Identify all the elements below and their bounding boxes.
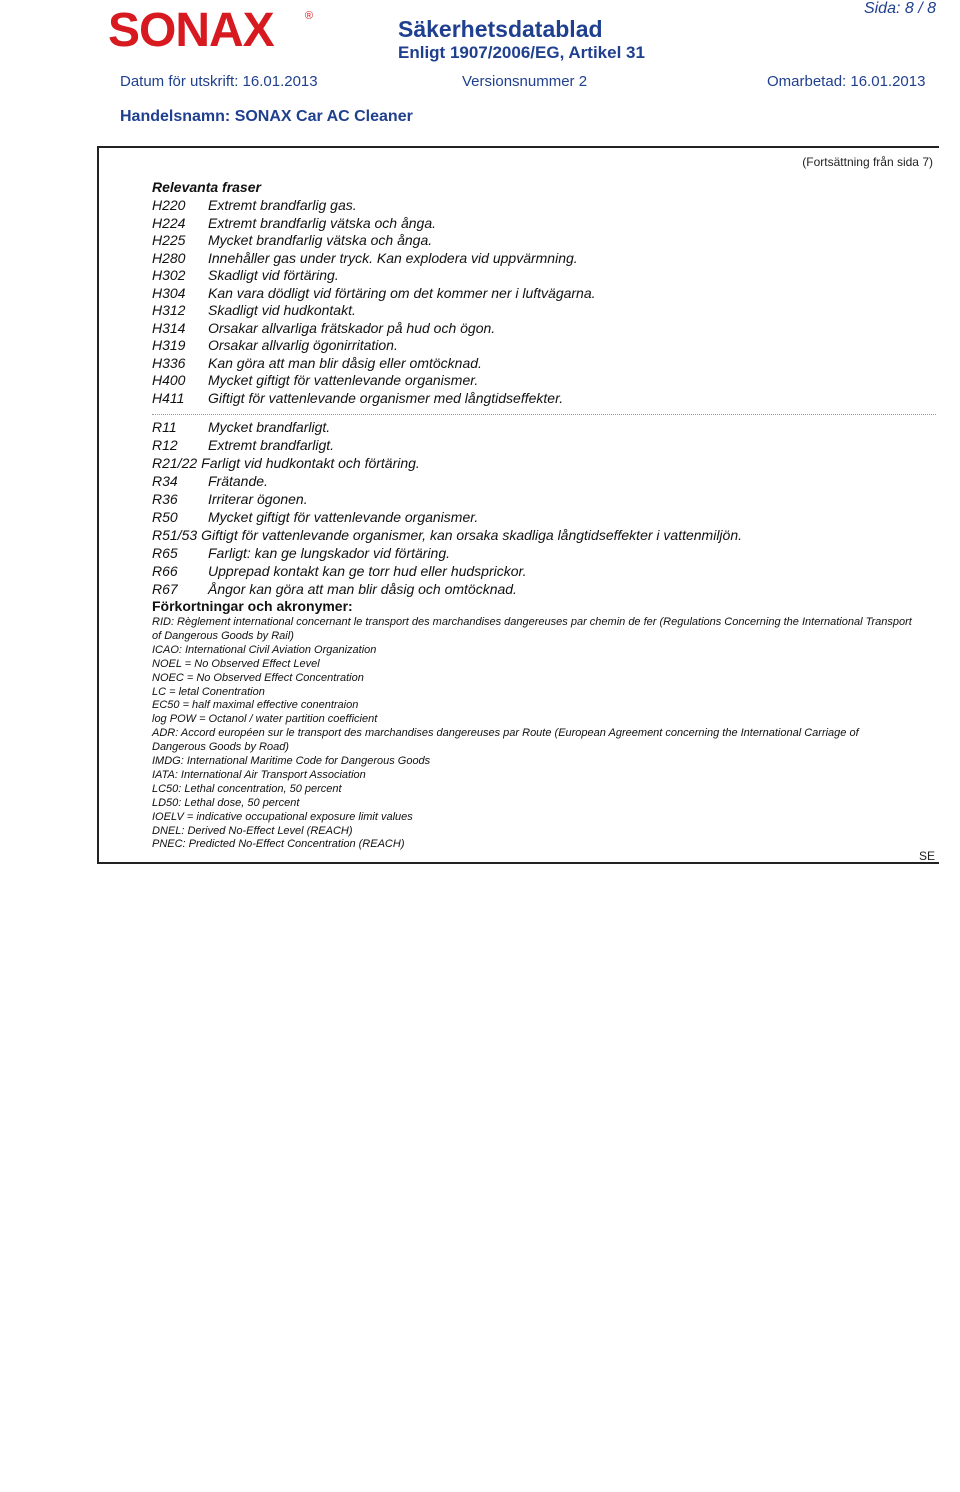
phrase-code: H304 (152, 284, 186, 301)
phrase-code: H336 (152, 354, 186, 371)
phrase-text: Farligt: kan ge lungskador vid förtäring. (208, 545, 451, 561)
phrase-text: Extremt brandfarligt. (208, 437, 335, 453)
abbreviation-item: log POW = Octanol / water partition coefficient (152, 713, 378, 726)
phrase-code: R12 (152, 437, 178, 453)
phrase-code: R50 (152, 509, 178, 525)
phrase-text: Mycket brandfarligt. (208, 419, 331, 435)
abbreviation-item: LC = letal Conentration (152, 685, 265, 698)
phrase-text: Extremt brandfarlig gas. (208, 197, 357, 213)
phrase-row (152, 473, 268, 490)
abbreviation-item: IMDG: International Maritime Code for Dangerous Goods (152, 755, 431, 767)
phrase-row (152, 285, 596, 302)
phrase-text: Mycket giftigt för vattenlevande organismer. (208, 509, 479, 525)
phrase-row (152, 527, 742, 544)
phrase-text: Kan göra att man blir dåsig eller omtöcknad. (208, 354, 482, 371)
phrase-row (152, 419, 330, 436)
phrase-row (152, 390, 563, 407)
phrase-code: R34 (152, 473, 178, 489)
abbreviation-item: IATA: International Air Transport Association (152, 768, 366, 781)
phrase-row (152, 302, 356, 319)
section-content (97, 146, 939, 864)
phrase-text: Farligt vid hudkontakt och förtäring. (201, 455, 420, 471)
phrase-code: R21/22 (152, 455, 198, 471)
phrase-code: H220 (152, 197, 186, 213)
country-code: SE (918, 849, 935, 863)
trade-name: Handelsnamn: SONAX Car AC Cleaner (120, 108, 413, 125)
phrase-code: R11 (152, 419, 177, 435)
phrase-text: Giftigt för vattenlevande organismer, kan orsaka skadliga långtidseffekter i vattenmiljön. (201, 527, 742, 543)
print-date: Datum för utskrift: 16.01.2013 (120, 73, 318, 90)
phrase-row (152, 215, 436, 232)
abbreviation-item: NOEL = No Observed Effect Level (152, 657, 320, 670)
phrase-row (152, 491, 308, 508)
phrase-text: Kan vara dödligt vid förtäring om det kommer ner i luftvägarna. (208, 284, 596, 301)
phrase-row (152, 337, 398, 354)
phrase-text: Innehåller gas under tryck. Kan explodera vid uppvärmning. (208, 249, 578, 266)
abbreviation-item: EC50 = half maximal effective conentraion (152, 699, 359, 712)
phrase-code: R51/53 (152, 527, 198, 543)
document-subtitle: Enligt 1907/2006/EG, Artikel 31 (398, 43, 645, 62)
phrase-text: Upprepad kontakt kan ge torr hud eller hudsprickor. (208, 563, 527, 579)
abbreviation-item: IOELV = indicative occupational exposure limit values (152, 810, 413, 823)
phrase-row (152, 197, 357, 214)
registered-mark: ® (304, 10, 313, 22)
phrase-row (152, 437, 334, 454)
phrase-row (152, 509, 478, 526)
page-number: Sida: 8 / 8 (863, 0, 936, 17)
phrase-text: Orsakar allvarlig ögonirritation. (208, 337, 398, 353)
phrase-text: Mycket brandfarlig vätska och ånga. (208, 232, 433, 248)
phrase-code: H319 (152, 337, 186, 353)
divider (152, 414, 936, 415)
phrase-text: Mycket giftigt för vattenlevande organismer. (208, 372, 479, 388)
phrase-row (152, 250, 578, 267)
phrase-code: H312 (152, 302, 186, 318)
version-number: Versionsnummer 2 (462, 73, 588, 90)
phrase-code: H224 (152, 214, 186, 231)
phrase-code: H280 (152, 249, 186, 266)
phrase-row (152, 581, 517, 598)
phrase-row (152, 563, 527, 580)
phrase-code: H411 (152, 389, 185, 406)
phrase-code: R36 (152, 491, 178, 507)
abbreviation-item: LC50: Lethal concentration, 50 percent (152, 782, 342, 795)
document-title: Säkerhetsdatablad (398, 16, 603, 42)
phrase-text: Ångor kan göra att man blir dåsig och omtöcknad. (208, 581, 517, 597)
abbreviation-item: ADR: Accord européen sur le transport des marchandises dangereuses par Route (European Agreement concerning the International Carriage of Dangerous Goods by Road) (152, 727, 859, 754)
phrase-text: Extremt brandfarlig vätska och ånga. (208, 214, 437, 231)
sonax-logo (108, 4, 313, 58)
phrase-row (152, 372, 478, 389)
phrase-row (152, 455, 420, 472)
phrase-code: H400 (152, 372, 186, 388)
phrase-code: H314 (152, 319, 186, 336)
revised-date: Omarbetad: 16.01.2013 (767, 73, 926, 90)
abbreviation-item: LD50: Lethal dose, 50 percent (152, 796, 300, 809)
phrase-row (152, 355, 482, 372)
abbreviation-item: RID: Règlement international concernant le transport des marchandises dangereuses par chemin de fer (Regulations Concerning the International Transport of Dangerous Goods by Rail) (152, 616, 912, 642)
document-header (0, 0, 960, 140)
phrase-text: Frätande. (208, 473, 268, 489)
phrase-code: R67 (152, 581, 178, 597)
abbreviations-heading: Förkortningar och akronymer: (152, 598, 353, 614)
phrase-row (152, 320, 495, 337)
phrase-code: R66 (152, 563, 178, 579)
phrase-text: Skadligt vid förtäring. (208, 267, 339, 283)
phrase-code: R65 (152, 545, 178, 561)
phrase-code: H225 (152, 232, 186, 248)
phrase-text: Irriterar ögonen. (208, 491, 308, 507)
phrase-row (152, 267, 339, 284)
relevant-phrases-heading: Relevanta fraser (152, 179, 261, 195)
phrase-text: Skadligt vid hudkontakt. (208, 302, 356, 318)
phrase-text: Orsakar allvarliga frätskador på hud och ögon. (208, 319, 496, 336)
phrase-text: Giftigt för vattenlevande organismer med långtidseffekter. (208, 389, 564, 406)
logo-text: SONAX (108, 4, 274, 57)
abbreviation-item: PNEC: Predicted No-Effect Concentration (REACH) (152, 838, 405, 851)
continuation-note: (Fortsättning från sida 7) (802, 155, 933, 169)
phrase-code: H302 (152, 267, 186, 283)
phrase-row (152, 545, 450, 562)
abbreviation-item: ICAO: International Civil Aviation Organization (152, 643, 377, 656)
phrase-row (152, 232, 432, 249)
abbreviation-item: NOEC = No Observed Effect Concentration (152, 671, 364, 684)
abbreviation-item: DNEL: Derived No-Effect Level (REACH) (152, 824, 353, 837)
